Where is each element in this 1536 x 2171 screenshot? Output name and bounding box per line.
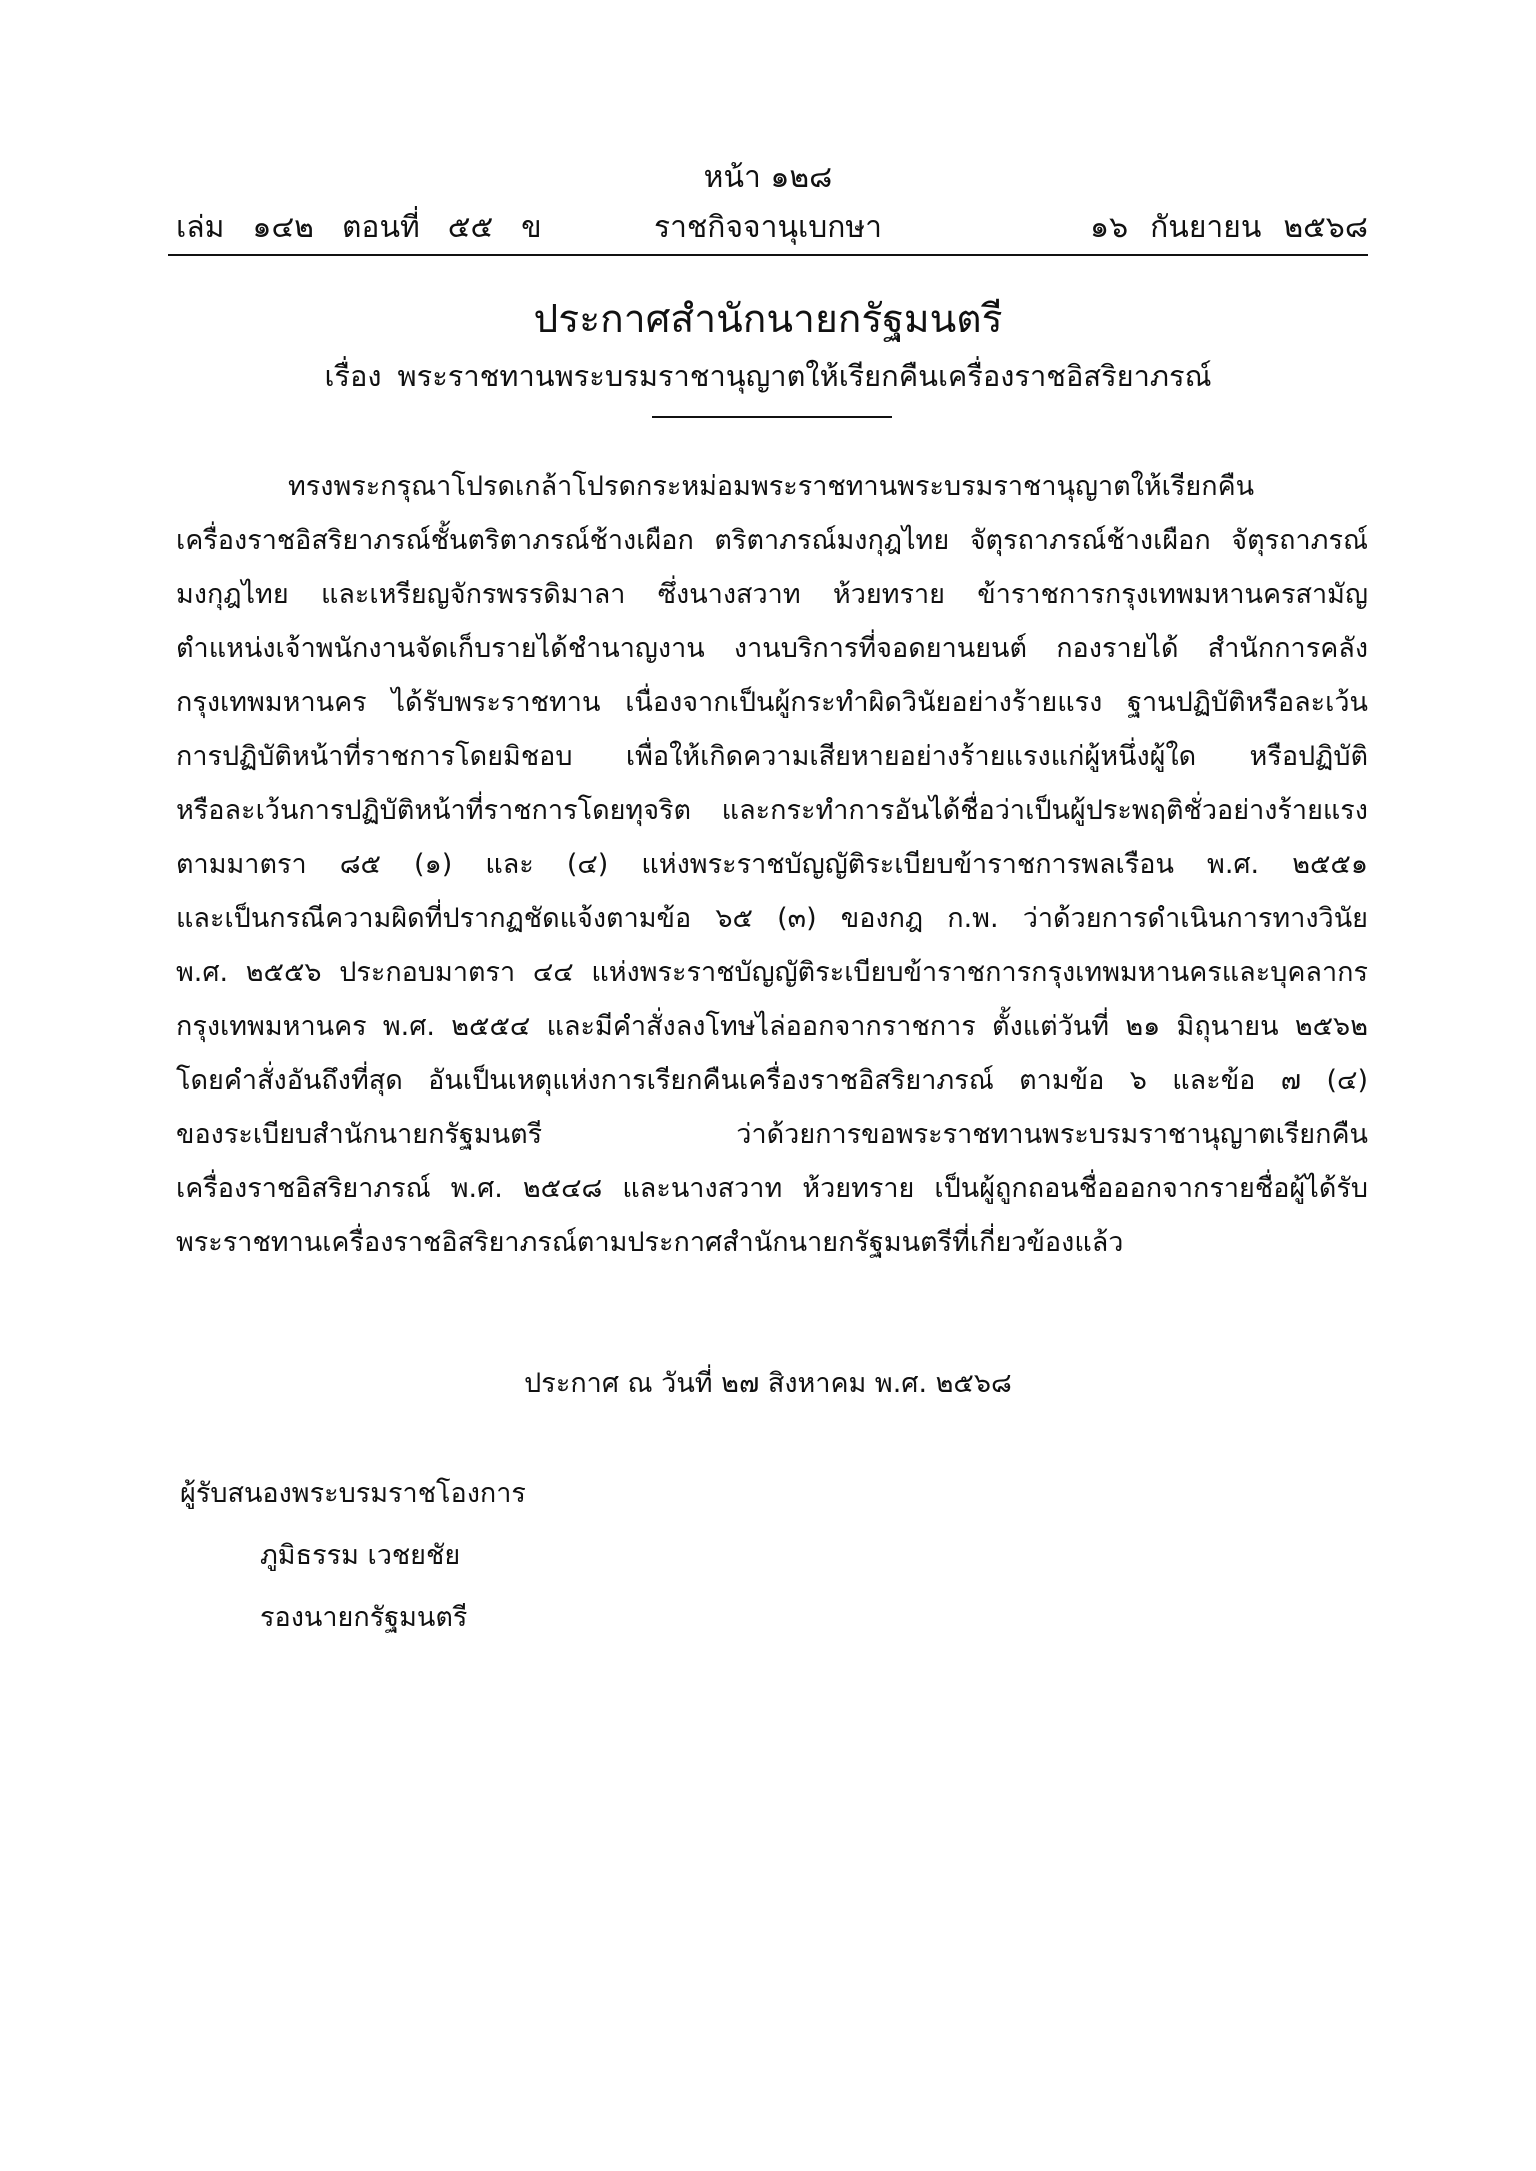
body-line: มงกุฎไทย และเหรียญจักรพรรดิมาลา ซึ่งนางสวาท ห้วยทราย ข้าราชการกรุงเทพมหานครสามัญ: [176, 579, 1368, 610]
body-line: โดยคำสั่งอันถึงที่สุด อันเป็นเหตุแห่งการเรียกคืนเครื่องราชอิสริยาภรณ์ ตามข้อ ๖ และข้อ ๗ (๔): [176, 1065, 1368, 1096]
body-line: ตำแหน่งเจ้าพนักงานจัดเก็บรายได้ชำนาญงาน งานบริการที่จอดยานยนต์ กองรายได้ สำนักการคลัง: [176, 633, 1368, 664]
body-line: กรุงเทพมหานคร ได้รับพระราชทาน เนื่องจากเป็นผู้กระทำผิดวินัยอย่างร้ายแรง ฐานปฏิบัติหรือละเว้น: [176, 687, 1368, 718]
body-line: ของระเบียบสำนักนายกรัฐมนตรี ว่าด้วยการขอพระราชทานพระบรมราชานุญาตเรียกคืน: [176, 1119, 1368, 1150]
body-line: ทรงพระกรุณาโปรดเกล้าโปรดกระหม่อมพระราชทานพระบรมราชานุญาตให้เรียกคืน: [288, 471, 1255, 502]
section-number: ๕๕: [447, 210, 494, 245]
body-line: เครื่องราชอิสริยาภรณ์ชั้นตริตาภรณ์ช้างเผือก ตริตาภรณ์มงกุฎไทย จัตุรถาภรณ์ช้างเผือก จัตุรถาภรณ์: [176, 525, 1368, 556]
date-month: กันยายน: [1150, 210, 1262, 245]
body-line: และเป็นกรณีความผิดที่ปรากฏชัดแจ้งตามข้อ ๖๕ (๓) ของกฎ ก.พ. ว่าด้วยการดำเนินการทางวินัย: [176, 903, 1368, 934]
countersign-label: ผู้รับสนองพระบรมราชโองการ: [180, 1478, 526, 1509]
title-divider: [652, 416, 892, 418]
announcement-body: [176, 460, 1368, 1270]
volume-label: เล่ม: [176, 210, 225, 245]
publication-name: ราชกิจจานุเบกษา: [653, 210, 883, 245]
body-line: เครื่องราชอิสริยาภรณ์ พ.ศ. ๒๕๔๘ และนางสวาท ห้วยทราย เป็นผู้ถูกถอนชื่อออกจากรายชื่อผู้ได้รับ: [176, 1173, 1368, 1204]
body-line: พระราชทานเครื่องราชอิสริยาภรณ์ตามประกาศสำนักนายกรัฐมนตรีที่เกี่ยวข้องแล้ว: [176, 1227, 1124, 1258]
subject-label: เรื่อง: [324, 359, 382, 393]
section-suffix: ข: [521, 210, 542, 245]
signatory-position: รองนายกรัฐมนตรี: [260, 1602, 468, 1633]
body-line: หรือละเว้นการปฏิบัติหน้าที่ราชการโดยทุจริต และกระทำการอันได้ชื่อว่าเป็นผู้ประพฤติชั่วอย่างร้ายแรง: [176, 795, 1368, 826]
proclamation-date: ประกาศ ณ วันที่ ๒๗ สิงหาคม พ.ศ. ๒๕๖๘: [524, 1368, 1012, 1399]
signatory-name: ภูมิธรรม เวชยชัย: [260, 1540, 461, 1571]
document-subject: [0, 356, 1536, 396]
body-line: กรุงเทพมหานคร พ.ศ. ๒๕๕๔ และมีคำสั่งลงโทษไล่ออกจากราชการ ตั้งแต่วันที่ ๒๑ มิถุนายน ๒๕๖๒: [176, 1011, 1368, 1042]
volume-number: ๑๔๒: [252, 210, 314, 245]
gazette-header-date: [1068, 208, 1368, 248]
body-line: พ.ศ. ๒๕๕๖ ประกอบมาตรา ๔๔ แห่งพระราชบัญญัติระเบียบข้าราชการกรุงเทพมหานครและบุคลากร: [176, 957, 1368, 988]
date-day: ๑๖: [1090, 210, 1129, 245]
header-divider: [168, 254, 1368, 256]
subject-text: พระราชทานพระบรมราชานุญาตให้เรียกคืนเครื่องราชอิสริยาภรณ์: [397, 359, 1212, 393]
body-line: ตามมาตรา ๘๕ (๑) และ (๔) แห่งพระราชบัญญัติระเบียบข้าราชการพลเรือน พ.ศ. ๒๕๕๑: [176, 849, 1368, 880]
page-number: หน้า ๑๒๘: [703, 160, 833, 195]
date-year: ๒๕๖๘: [1283, 210, 1368, 245]
document-title: ประกาศสำนักนายกรัฐมนตรี: [533, 297, 1003, 342]
section-label: ตอนที่: [341, 210, 420, 245]
body-line: การปฏิบัติหน้าที่ราชการโดยมิชอบ เพื่อให้เกิดความเสียหายอย่างร้ายแรงแก่ผู้หนึ่งผู้ใด หรือปฏิบัติ: [176, 741, 1368, 772]
